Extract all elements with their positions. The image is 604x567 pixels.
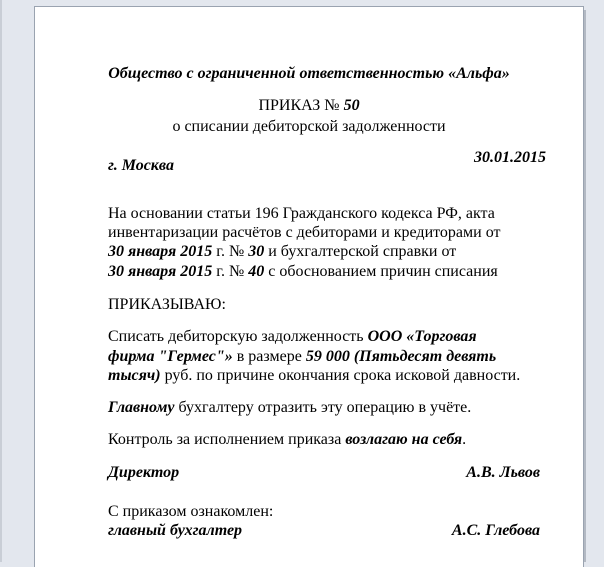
amount-value-part-2: тысяч) [108,367,161,384]
basis-line-1: На основании статьи 196 Гражданского кодекса РФ, акта [108,205,495,222]
order-date: 30.01.2015 [474,149,546,166]
basis-line-3-tail: и бухгалтерской справки от [264,243,457,260]
order-number: 50 [343,97,360,114]
accountant-instruction-emphasis: Главному [108,399,175,416]
basis-line-4-tail: с обоснованием причин списания [264,263,498,280]
write-off-reason: руб. по причине окончания срока исковой давности. [160,367,521,384]
write-off-line-3 [108,366,520,386]
decree-heading: ПРИКАЗЫВАЮ: [108,296,226,313]
company-name: Общество с ограниченной ответственностью «Альфа» [108,65,510,82]
write-off-line-2 [108,347,496,367]
debtor-name-part-2: фирма "Гермес"» [108,348,233,365]
write-off-text: Списать дебиторскую задолженность [108,328,368,345]
reference-date: 30 января 2015 [108,263,213,280]
accountant-instruction-text: бухгалтеру отразить эту операцию в учёте. [174,399,472,416]
accountant-name: А.С. Глебова [451,522,540,539]
document-page [34,6,584,567]
window-edge [0,0,2,562]
accountant-position: главный бухгалтер [108,522,243,539]
reference-number-prefix: г. № [212,263,249,280]
acknowledgement-label: С приказом ознакомлен: [108,503,274,520]
control-clause-end: . [462,431,467,448]
act-number: 30 [248,243,265,260]
control-clause [108,430,466,450]
order-subject: о списании дебиторской задолженности [172,118,446,135]
order-title [35,96,583,116]
basis-line-2: инвентаризации расчётов с дебиторами и кредиторами от [108,224,501,241]
amount-value-part-1: 59 000 (Пятьдесят девять [305,348,497,365]
act-date: 30 января 2015 [108,243,213,260]
basis-line-4 [108,262,498,282]
control-clause-emphasis: возлагаю на себя [345,431,463,448]
director-title: Директор [108,464,180,481]
order-prefix: ПРИКАЗ № [258,97,344,114]
act-number-prefix: г. № [212,243,249,260]
control-clause-text: Контроль за исполнением приказа [108,431,346,448]
amount-label: в размере [232,348,306,365]
director-name: А.В. Львов [466,464,540,481]
reference-number: 40 [248,263,265,280]
order-city: г. Москва [108,157,174,174]
accountant-instruction [108,398,471,418]
basis-line-3 [108,242,456,262]
debtor-name-part-1: ООО «Торговая [367,328,477,345]
write-off-line-1 [108,327,477,347]
